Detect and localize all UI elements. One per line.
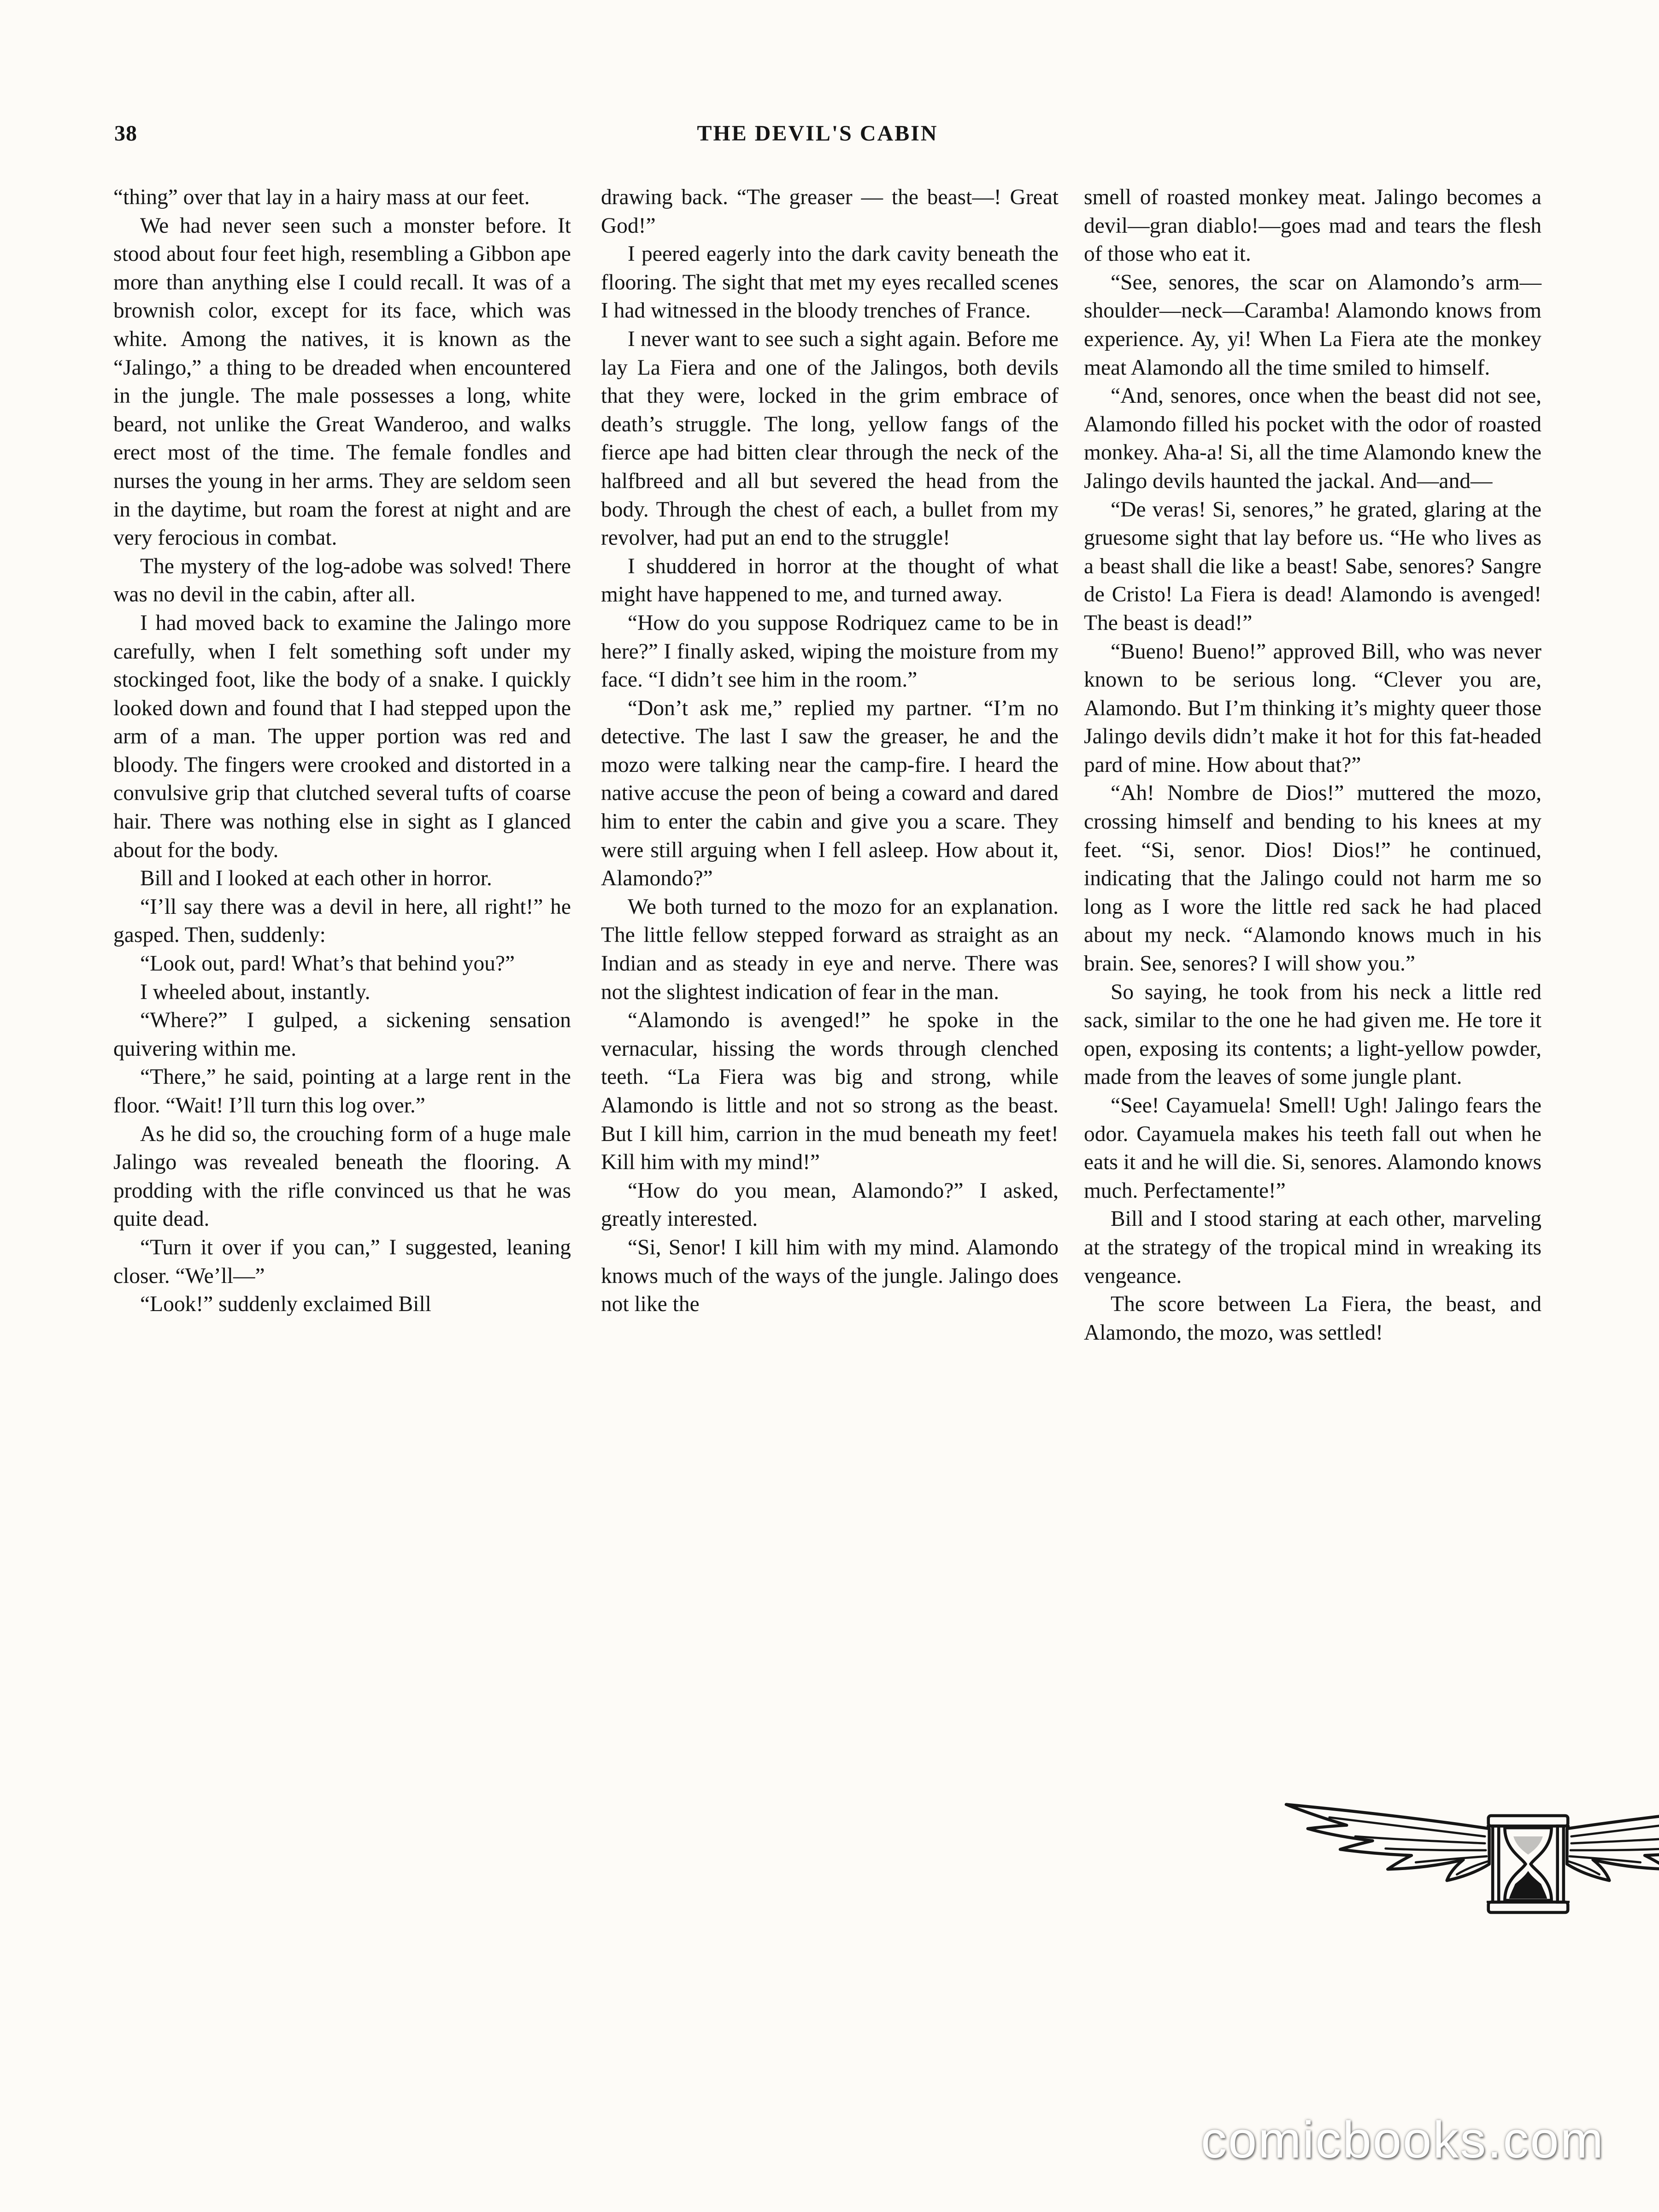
paragraph: “How do you suppose Rodriquez came to be in here?” I finally asked, wiping the moisture from my face. “I didn’t see him in the room.”: [601, 611, 1059, 692]
paragraph: “See, senores, the scar on Alamondo’s arm—shoulder—neck—Caramba! Alamondo knows from experience. Ay, yi! When La Fiera ate the monkey meat Alamondo all the time smiled to himself.: [1084, 270, 1541, 380]
paragraph: We had never seen such a monster before. It stood about four feet high, resembling a Gibbon ape more than anything else I could recall. It was of a brownish color, except for its face, which was white. Among the natives, it is known as the “Jalingo,” a thing to be dreaded when encountered in the jungle. The male possesses a long, white beard, not unlike the Great Wanderoo, and walks erect most of the time. The female fondles and nurses the young in her arms. They are seldom seen in the daytime, but roam the forest at night and are very ferocious in combat.: [113, 213, 571, 550]
paragraph: “Look!” suddenly exclaimed Bill: [140, 1292, 431, 1317]
paragraph: The score between La Fiera, the beast, and Alamondo, the mozo, was settled!: [1084, 1292, 1541, 1345]
paragraph: So saying, he took from his neck a little red sack, similar to the one he had given me. He tore it open, exposing its contents; a light-yellow powder, made from the leaves of some jungle plant.: [1084, 980, 1541, 1089]
paragraph: Bill and I looked at each other in horror.: [140, 866, 492, 891]
paragraph: The mystery of the log-adobe was solved! There was no devil in the cabin, after all.: [113, 554, 571, 607]
watermark: comicbooks.com: [1200, 2111, 1605, 2169]
paragraph: I wheeled about, instantly.: [140, 980, 371, 1004]
article-body: [113, 183, 1541, 1658]
paragraph: “See! Cayamuela! Smell! Ugh! Jalingo fears the odor. Cayamuela makes his teeth fall out when he eats it and he will die. Si, senores. Alamondo knows much. Perfectamente!”: [1084, 1094, 1541, 1203]
paragraph: “Turn it over if you can,” I suggested, leaning closer. “We’ll—”: [113, 1235, 571, 1288]
paragraph: We both turned to the mozo for an explanation. The little fellow stepped forward as straight as an Indian and as steady in eye and nerve. There was not the slightest indication of fear in the man.: [601, 894, 1059, 1004]
paragraph: “And, senores, once when the beast did not see, Alamondo filled his pocket with the odor of roasted monkey. Aha-a! Si, all the time Alamondo knew the Jalingo devils haunted the jackal. And—and—: [1084, 384, 1541, 493]
paragraph: “How do you mean, Alamondo?” I asked, greatly interested.: [601, 1178, 1059, 1231]
paragraph: I shuddered in horror at the thought of what might have happened to me, and turned away.: [601, 554, 1059, 607]
paragraph: “Alamondo is avenged!” he spoke in the vernacular, hissing the words through clenched teeth. “La Fiera was big and strong, while Alamondo is little and not so strong as the beast. But I kill him, carrion in the mud beneath my feet! Kill him with my mind!”: [601, 1008, 1059, 1175]
paragraph: “I’ll say there was a devil in here, all right!” he gasped. Then, suddenly:: [113, 894, 571, 947]
paragraph: “Don’t ask me,” replied my partner. “I’m no detective. The last I saw the greaser, he and the mozo were talking near the camp-fire. I heard the native accuse the peon of being a coward and dared him to enter the cabin and give you a scare. They were still arguing when I fell asleep. How about it, Alamondo?”: [601, 696, 1059, 891]
paragraph: I had moved back to examine the Jalingo more carefully, when I felt something soft under my stockinged foot, like the body of a snake. I quickly looked down and found that I had stepped upon the arm of a man. The upper portion was red and bloody. The fingers were crooked and distorted in a convulsive grip that clutched several tufts of coarse hair. There was nothing else in sight as I glanced about for the body.: [113, 611, 571, 862]
page-number: 38: [114, 121, 137, 146]
paragraph: “Bueno! Bueno!” approved Bill, who was never known to be serious long. “Clever you are, Alamondo. But I’m thinking it’s mighty queer those Jalingo devils didn’t make it hot for this fat-headed pard of mine. How about that?”: [1084, 639, 1541, 777]
running-title: THE DEVIL'S CABIN: [697, 121, 938, 146]
text-column-1: [113, 183, 571, 1319]
paragraph: I peered eagerly into the dark cavity beneath the flooring. The sight that met my eyes recalled scenes I had witnessed in the bloody trenches of France.: [601, 242, 1059, 323]
paragraph: “Where?” I gulped, a sickening sensation quivering within me.: [113, 1008, 571, 1061]
paragraph: Bill and I stood staring at each other, marveling at the strategy of the tropical mind in wreaking its vengeance.: [1084, 1207, 1541, 1288]
text-column-3: [1084, 183, 1541, 1347]
winged-hourglass-icon: [689, 986, 1215, 1134]
page-header: [114, 121, 1521, 158]
text-column-2: [601, 183, 1059, 1319]
paragraph: “thing” over that lay in a hairy mass at our feet.: [113, 185, 530, 209]
paragraph: “De veras! Si, senores,” he grated, glaring at the gruesome sight that lay before us. “He who lives as a beast shall die like a beast! Sabe, senores? Sangre de Cristo! La Fiera is dead! Alamondo is avenged! The beast is dead!”: [1084, 497, 1541, 635]
paragraph: smell of roasted monkey meat. Jalingo becomes a devil—gran diablo!—goes mad and tears the flesh of those who eat it.: [1084, 185, 1541, 266]
paragraph: As he did so, the crouching form of a huge male Jalingo was revealed beneath the flooring. A prodding with the rifle convinced us that he was quite dead.: [113, 1122, 571, 1231]
paragraph: “Look out, pard! What’s that behind you?”: [140, 952, 515, 976]
paragraph: I never want to see such a sight again. Before me lay La Fiera and one of the Jalingos, both devils that they were, locked in the grim embrace of death’s struggle. The long, yellow fangs of the fierce ape had bitten clear through the neck of the halfbreed and all but severed the head from the body. Through the chest of each, a bullet from my revolver, had put an end to the struggle!: [601, 327, 1059, 550]
paragraph: “There,” he said, pointing at a large rent in the floor. “Wait! I’ll turn this log over.”: [113, 1065, 571, 1118]
paragraph: “Ah! Nombre de Dios!” muttered the mozo, crossing himself and bending to his knees at my feet. “Si, senor. Dios! Dios!” he continued, indicating that the Jalingo could not harm me so long as I wore the little red sack he had placed about my neck. “Alamondo knows much in his brain. See, senores? I will show you.”: [1084, 781, 1541, 976]
paragraph: “Si, Senor! I kill him with my mind. Alamondo knows much of the ways of the jungle. Jalingo does not like the: [601, 1235, 1059, 1317]
paragraph: drawing back. “The greaser — the beast—! Great God!”: [601, 185, 1059, 238]
